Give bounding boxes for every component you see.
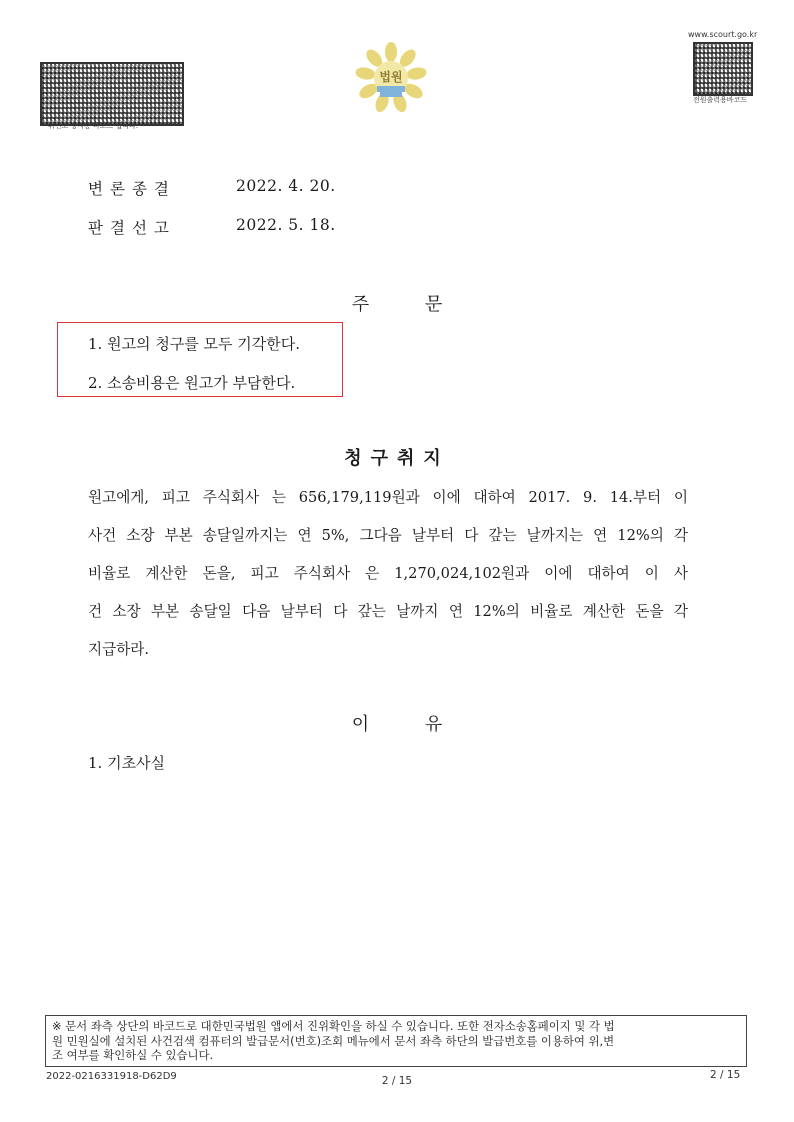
jumun-item-2: 2. 소송비용은 원고가 부담한다. <box>88 374 296 392</box>
info-row-sentence <box>88 216 176 238</box>
left-barcode-caption: 위변조 방지용 바코드 입니다. <box>48 122 139 130</box>
jumun-heading-text: 주 문 <box>351 294 443 315</box>
info-label: 판결선고 <box>88 219 176 237</box>
jumun-heading <box>0 290 794 316</box>
info-row-closing <box>88 177 176 199</box>
info-label: 변론종결 <box>88 180 176 198</box>
verification-notice-box <box>45 1015 747 1067</box>
reason-heading-text: 이 유 <box>351 714 443 735</box>
claim-heading-text: 청구취지 <box>344 448 450 469</box>
claim-line-1: 원고에게, 피고 주식회사 는 656,179,119원과 이에 대하여 2017. 9. 14.부터 이 <box>88 489 688 506</box>
reason-section-1: 1. 기초사실 <box>88 754 166 772</box>
claim-heading <box>0 444 794 470</box>
issue-number: 2022-0216331918-D62D9 <box>46 1071 177 1082</box>
page-number-right: 2 / 15 <box>710 1069 741 1081</box>
page-number-center: 2 / 15 <box>381 1075 413 1087</box>
notice-line-1: ※ 문서 좌측 상단의 바코드로 대한민국법원 앱에서 진위확인을 하실 수 있습니다. 또한 전자소송홈페이지 및 각 법 <box>52 1019 615 1033</box>
print-barcode-right <box>693 42 753 96</box>
claim-line-5: 지급하라. <box>88 641 150 658</box>
info-value-sentence: 2022. 5. 18. <box>236 216 336 234</box>
claim-line-2: 사건 소장 부본 송달일까지는 연 5%, 그다음 날부터 다 갚는 날까지는 연 12%의 각 <box>88 527 688 544</box>
notice-line-2: 원 민원실에 설치된 사건검색 컴퓨터의 발급문서(번호)조회 메뉴에서 문서 좌측 하단의 발급번호를 이용하여 위,변 <box>52 1033 615 1048</box>
seal-text: 법원 <box>379 70 403 84</box>
right-barcode-caption: 전원출력용바코드 <box>693 96 748 104</box>
site-url: www.scourt.go.kr <box>688 30 758 39</box>
reason-heading <box>0 710 794 736</box>
court-seal-logo <box>353 40 429 116</box>
verification-barcode-left <box>40 62 184 126</box>
claim-line-4: 건 소장 부본 송달일 다음 날부터 다 갚는 날까지 연 12%의 비율로 계산한 돈을 각 <box>88 603 688 620</box>
notice-line-3: 조 여부를 확인하실 수 있습니다. <box>52 1048 214 1062</box>
jumun-item-1: 1. 원고의 청구를 모두 기각한다. <box>88 335 301 353</box>
claim-line-3: 비율로 계산한 돈을, 피고 주식회사 은 1,270,024,102원과 이에 대하여 이 사 <box>88 565 688 582</box>
info-value-closing: 2022. 4. 20. <box>236 177 336 195</box>
